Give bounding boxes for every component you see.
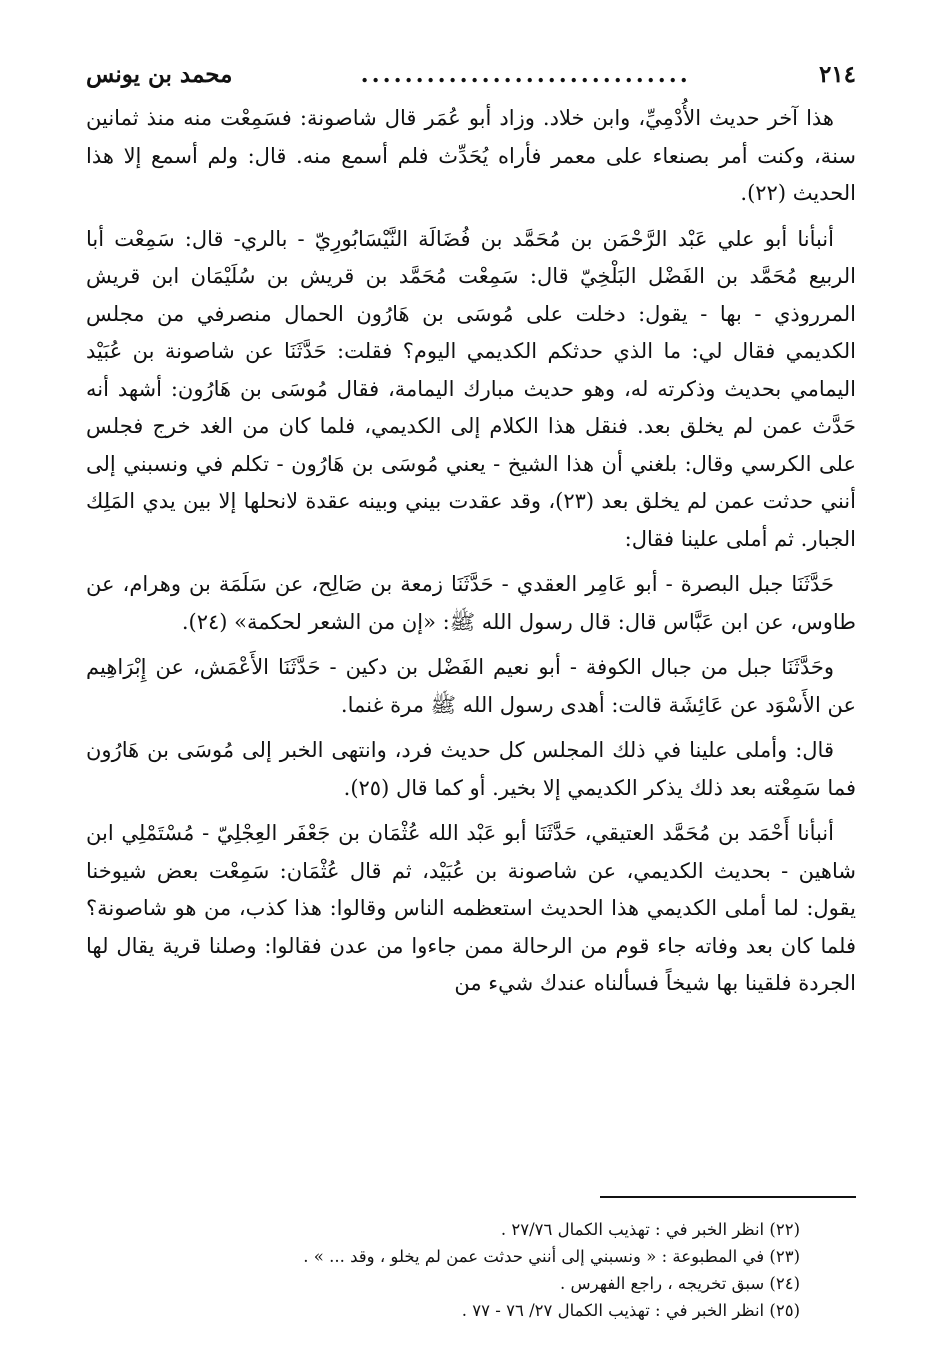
footnote: (٢٥) انظر الخبر في : تهذيب الكمال ٢٧/ ٧٦ - ٧٧ . bbox=[461, 1301, 800, 1320]
paragraph: هذا آخر حديث الأُدْمِيِّ، وابن خلاد. وزاد أبو عُمَر قال شاصونة: فسَمِعْت منه منذ ثمانين سنة، وكنت أمر بصنعاء على معمر فأراه يُحَدِّث فلم أسمع منه. قال: ولم أسمع إلا هذا الحديث (٢٢). bbox=[86, 106, 856, 205]
main-text bbox=[86, 100, 856, 1003]
header-dot-leader: .............................. bbox=[360, 60, 691, 88]
paragraph: حَدَّثَنَا جبل البصرة - أبو عَامِر العقدي - حَدَّثَنَا زمعة بن صَالِح، عن سَلَمَة بن وهرام، عن طاوس، عن ابن عَبَّاس قال: قال رسول الله ﷺ: «إن من الشعر لحكمة» (٢٤). bbox=[86, 572, 856, 634]
paragraph: قال: وأملى علينا في ذلك المجلس كل حديث فرد، وانتهى الخبر إلى مُوسَى بن هَارُون فما سَمِعْته بعد ذلك يذكر الكديمي إلا بخير. أو كما قال (٢٥). bbox=[86, 738, 856, 800]
footnotes bbox=[86, 1216, 800, 1324]
paragraph: أنبأنا أَحْمَد بن مُحَمَّد العتيقي، حَدَّثَنَا أبو عَبْد الله عُثْمَان بن جَعْفَر العِجْلِيّ - مُسْتَمْلِي ابن شاهين - بحديث الكديمي، عن شاصونة بن عُبَيْد، ثم قال عُثْمَان: سَمِعْت بعض شيوخنا يقول: لما أملى الكديمي هذا الحديث استعظمه الناس وقالوا: هذا كذب، من هو شاصونة؟ فلما كان بعد وفاته جاء قوم من الرحالة ممن جاءوا من عدن فقالوا: وصلنا قرية يقال لها الجردة فلقينا بها شيخاً فسألناه عندك شيء من bbox=[86, 821, 856, 995]
footnote: (٢٤) سبق تخريجه ، راجع الفهرس . bbox=[560, 1274, 800, 1293]
page-header bbox=[86, 56, 856, 92]
footnote: (٢٢) انظر الخبر في : تهذيب الكمال ٢٧/٧٦ . bbox=[500, 1220, 800, 1239]
running-title: محمد بن يونس bbox=[86, 60, 233, 88]
footnote-separator bbox=[600, 1196, 856, 1198]
paragraph: أنبأنا أبو علي عَبْد الرَّحْمَن بن مُحَمَّد بن فُضَالَة النَّيْسَابُورِيّ - بالري- قال: سَمِعْت أبا الربيع مُحَمَّد بن الفَضْل البَلْخِيّ قال: سَمِعْت مُحَمَّد بن قريش بن سُلَيْمَان ابن قريش المرروذي - بها - يقول: دخلت على مُوسَى بن هَارُون الحمال منصرفي من مجلس الكديمي فقال لي: ما الذي حدثكم الكديمي اليوم؟ فقلت: حَدَّثَنَا عن شاصونة بن عُبَيْد اليمامي بحديث وذكرته له، وهو حديث مبارك اليمامة، فقال مُوسَى بن هَارُون: أشهد أنه حَدَّث عمن لم يخلق بعد. فنقل هذا الكلام إلى الكديمي، فلما كان من الغد خرج فجلس على الكرسي وقال: بلغني أن هذا الشيخ - يعني مُوسَى بن هَارُون - تكلم في ونسبني إلى أنني حدثت عمن لم يخلق بعد (٢٣)، وقد عقدت بيني وبينه عقدة لانحلها إلا بين يدي المَلِك الجبار. ثم أملى علينا فقال: bbox=[86, 226, 856, 551]
footnote: (٢٣) في المطبوعة : « ونسبني إلى أنني حدثت عمن لم يخلو ، وقد ... » . bbox=[303, 1247, 800, 1266]
page-number: ٢١٤ bbox=[818, 60, 856, 88]
book-page bbox=[86, 56, 856, 1346]
paragraph: وحَدَّثَنَا جبل من جبال الكوفة - أبو نعيم الفَضْل بن دكين - حَدَّثَنَا الأَعْمَش، عن إِبْرَاهِيم عن الأَسْوَد عن عَائِشَة قالت: أهدى رسول الله ﷺ مرة غنما. bbox=[86, 655, 856, 717]
